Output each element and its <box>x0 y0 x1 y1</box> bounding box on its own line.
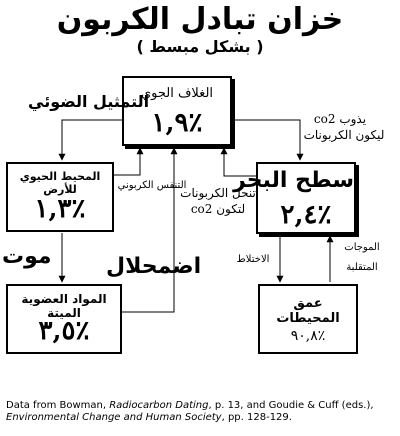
footer-suffix: , pp. 128-129. <box>221 412 292 423</box>
footer-book-1: Radiocarbon Dating <box>109 400 209 411</box>
mixing-label: الاختلاط <box>236 254 270 265</box>
organic-matter-box <box>6 284 122 354</box>
ocean-surface-value: ٢,٤٪ <box>280 200 332 230</box>
footer-mid: , p. 13, and Goudie & Cuff (eds.), <box>208 400 374 411</box>
diagram-subtitle: ( بشكل مبسط ) <box>136 37 264 56</box>
organic-matter-label: المواد العضوية الميتة <box>21 292 107 320</box>
respiration-label: التنفس الكربوني <box>117 180 187 191</box>
biosphere-value: ١,٣٪ <box>34 194 86 224</box>
biosphere-box <box>6 162 114 232</box>
arrow-photosynthesis <box>62 120 122 160</box>
forms-carbonates-label: ليكون الكربونات <box>303 128 385 142</box>
source-footer <box>6 400 396 424</box>
forms-co2-label: لتكون co2 <box>190 202 246 216</box>
upwelling-label: الموجات <box>344 242 380 253</box>
arrow-respiration <box>112 148 140 175</box>
ocean-surface-box <box>233 162 356 234</box>
atmosphere-box <box>122 76 232 146</box>
photosynthesis-label: التمثيل الضوئي <box>28 92 150 111</box>
organic-matter-value: ٣,٥٪ <box>38 316 90 346</box>
atmosphere-label: الغلاف الجوي <box>140 86 214 101</box>
biosphere-label: المحيط الحيوي للأرض <box>19 170 101 196</box>
death-label: موت <box>2 244 52 269</box>
upwelling-label-2: المتقلبة <box>346 262 378 273</box>
arrow-dissolves <box>230 120 300 160</box>
deep-ocean-box <box>258 284 358 354</box>
ocean-surface-label: سطح البحر <box>233 168 354 193</box>
diagram-title: خزان تبادل الكربون <box>56 2 344 37</box>
deep-ocean-value: ٩٠,٨٪ <box>290 328 326 344</box>
atmosphere-value: ١,٩٪ <box>151 108 203 138</box>
deep-ocean-label: عمق المحيطات <box>276 296 340 326</box>
decay-label: اضمحلال <box>106 254 202 279</box>
arrow-decay <box>122 148 174 312</box>
carbonates-decompose-label: تنحل الكربونات <box>180 186 256 200</box>
footer-prefix: Data from Bowman, <box>6 400 110 411</box>
footer-book-2: Environmental Change and Human Society <box>6 412 222 423</box>
dissolves-label: يذوب co2 <box>313 112 367 126</box>
